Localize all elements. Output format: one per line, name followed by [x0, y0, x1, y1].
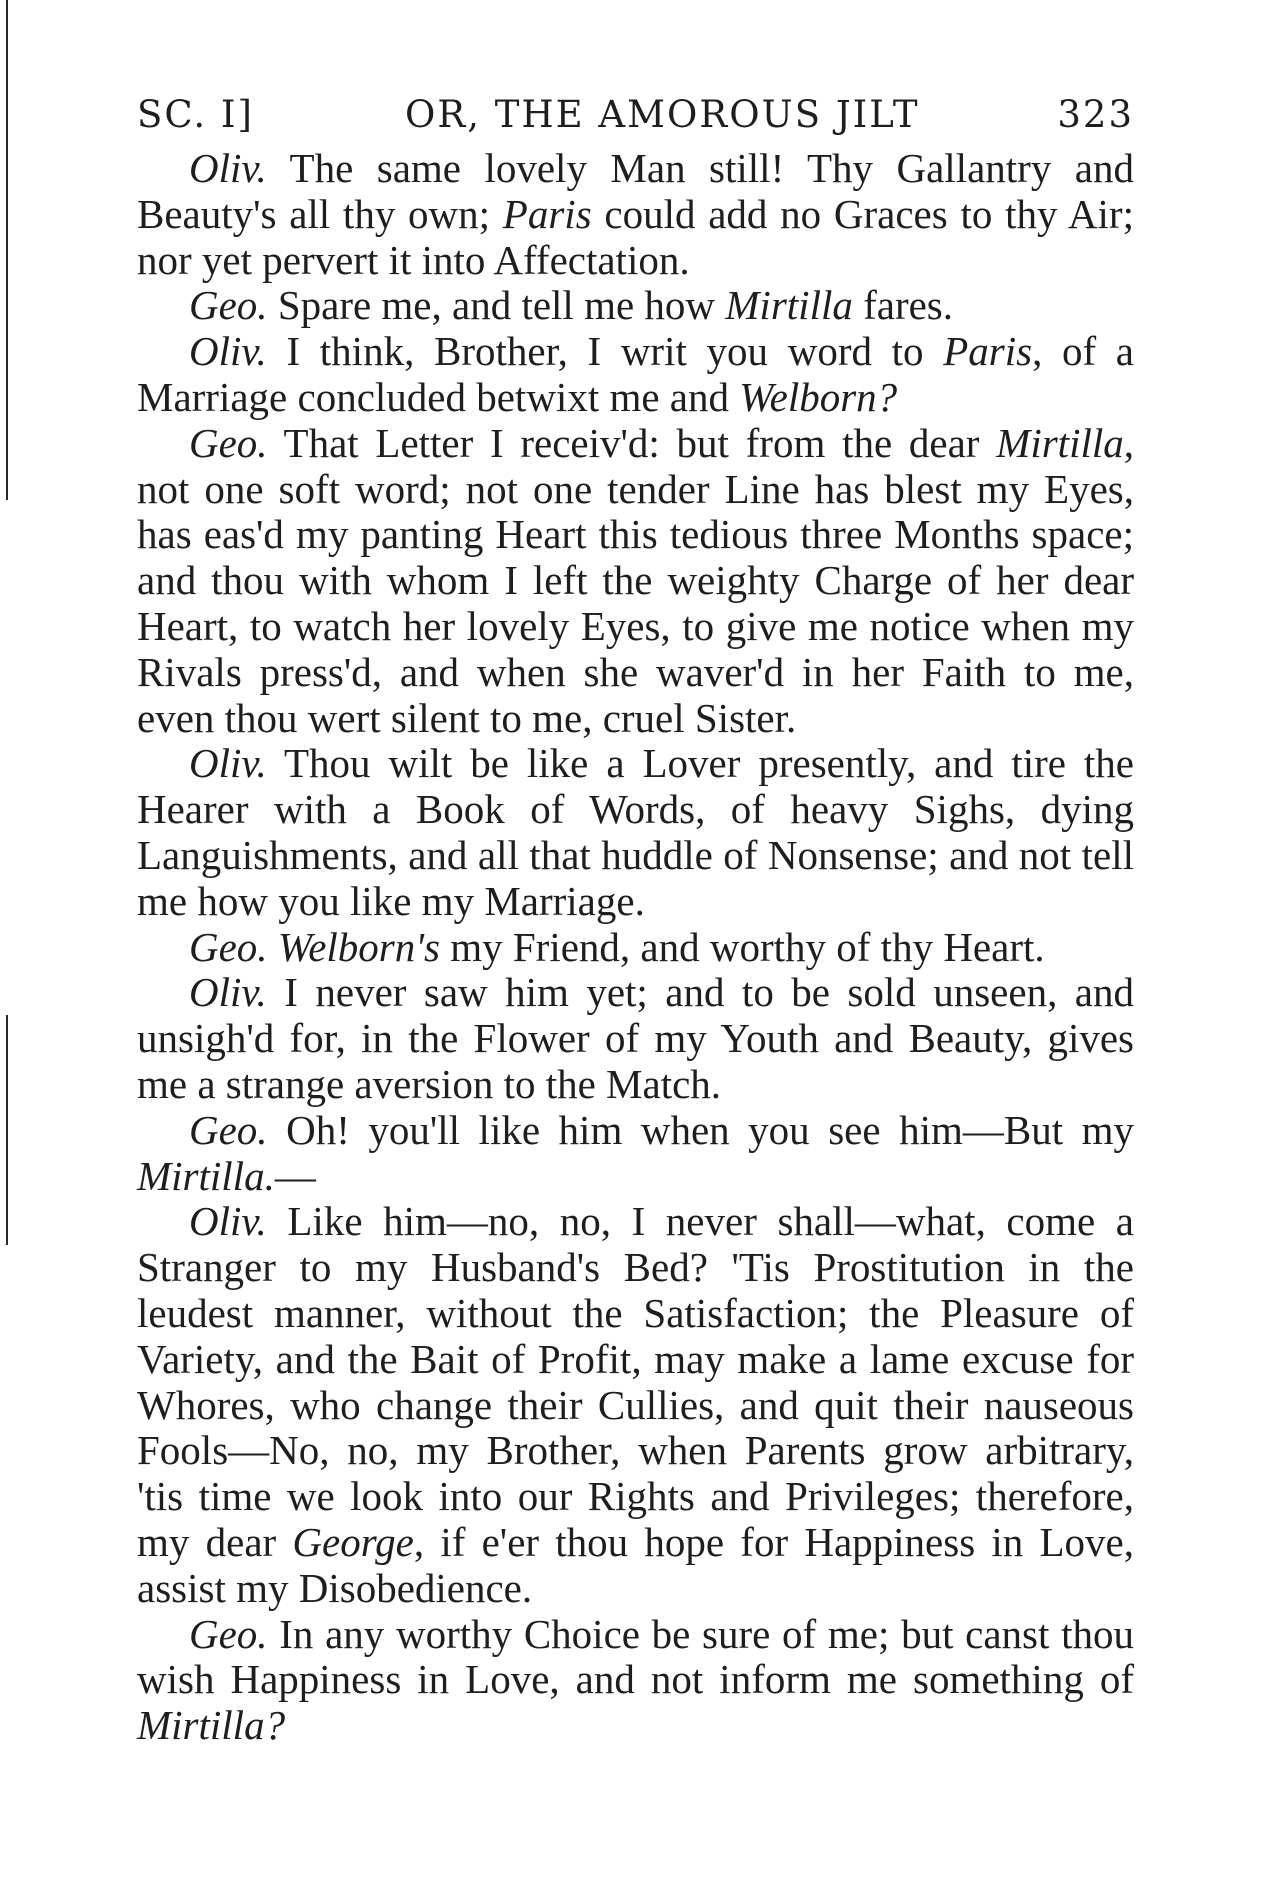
speech-paragraph — [137, 741, 1134, 924]
speaker-name: Oliv. — [189, 969, 267, 1016]
speaker-name: Geo. — [189, 1610, 268, 1657]
speaker-name: Geo. — [189, 282, 268, 329]
speech-text: Oh! you'll like him when you see him—But my — [267, 1106, 1134, 1153]
speech-paragraph — [137, 421, 1134, 742]
speech-paragraph — [137, 1199, 1134, 1611]
italic-name: Welborn's — [277, 923, 440, 970]
page-number: 323 — [1057, 93, 1134, 136]
speech-text: — — [274, 1152, 316, 1199]
speech-paragraph — [137, 1108, 1134, 1200]
play-text — [137, 146, 1134, 1749]
italic-name: Mirtilla — [996, 419, 1124, 466]
running-title: OR, THE AMOROUS JILT — [405, 93, 920, 136]
speech-text — [268, 924, 278, 970]
speech-text: , of a Marriage concluded betwixt me and — [137, 328, 1134, 420]
speech-paragraph — [137, 329, 1134, 421]
speech-text: Thou wilt be like a Lover presently, and tire the Hearer with a Book of Words, of heavy Sighs, dying Languishments, and all that huddle of Nonsense; and not tell me how you like my Marriage. — [137, 740, 1134, 924]
speech-text: , not one soft word; not one tender Line has blest my Eyes, has eas'd my panting Heart this tedious three Months space; and thou with whom I left the weighty Charge of her dear Heart, to watch her lovely Eyes, to give me notice when my Rivals press'd, and when she waver'd in her Faith to me, even thou wert silent to me, cruel Sister. — [137, 419, 1134, 741]
speaker-name: Geo. — [189, 419, 268, 466]
italic-name: Mirtilla? — [137, 1702, 286, 1749]
speech-text: , if e'er thou hope for Happiness in Love, assist my Disobedience. — [137, 1518, 1134, 1611]
speech-text: I think, Brother, I writ you word to — [266, 328, 944, 375]
speaker-name: Geo. — [189, 923, 268, 970]
speech-text: The same lovely Man still! Thy Gallantry and Beauty's all thy own; — [137, 145, 1134, 237]
italic-name: Mirtilla. — [137, 1152, 275, 1199]
page-edge-line — [6, 1015, 8, 1245]
speaker-name: Oliv. — [189, 145, 267, 191]
speech-text: In any worthy Choice be sure of me; but canst thou wish Happiness in Love, and not inform me something of — [137, 1610, 1134, 1703]
italic-name: Paris — [502, 190, 592, 237]
speaker-name: Oliv. — [189, 328, 267, 375]
speech-text: fares. — [852, 282, 954, 329]
speech-paragraph — [137, 283, 1134, 329]
speech-text: my Friend, and worthy of thy Heart. — [439, 923, 1045, 970]
speech-text: That Letter I receiv'd: but from the dear — [267, 419, 997, 466]
speech-text: I never saw him yet; and to be sold unseen, and unsigh'd for, in the Flower of my Youth and Beauty, gives me a strange aversion to the Match. — [137, 969, 1134, 1107]
italic-name: Welborn? — [739, 373, 898, 420]
speaker-name: Geo. — [189, 1106, 268, 1153]
speech-text: Spare me, and tell me how — [267, 282, 726, 329]
running-header — [137, 93, 1134, 143]
speech-text: Like him—no, no, I never shall—what, come a Stranger to my Husband's Bed? 'Tis Prostitution in the leudest manner, without the Satisfaction; the Pleasure of Variety, and the Bait of Profit, may make a lame excuse for Whores, who change their Cullies, and quit their nauseous Fools—No, no, my Brother, when Parents grow arbitrary, 'tis time we look into our Rights and Privileges; therefore, my dear — [137, 1198, 1134, 1565]
speech-paragraph — [137, 1612, 1134, 1749]
scene-label: SC. I] — [137, 93, 254, 136]
italic-name: Paris — [943, 328, 1033, 375]
speech-paragraph — [137, 970, 1134, 1107]
speech-paragraph — [137, 925, 1134, 971]
speech-paragraph — [137, 146, 1134, 283]
speech-text: could add no Graces to thy Air; nor yet pervert it into Affectation. — [137, 190, 1134, 283]
speaker-name: Oliv. — [189, 740, 267, 787]
italic-name: Mirtilla — [725, 282, 853, 329]
page-edge-line — [6, 0, 8, 500]
italic-name: George — [292, 1518, 414, 1565]
speaker-name: Oliv. — [189, 1198, 267, 1245]
